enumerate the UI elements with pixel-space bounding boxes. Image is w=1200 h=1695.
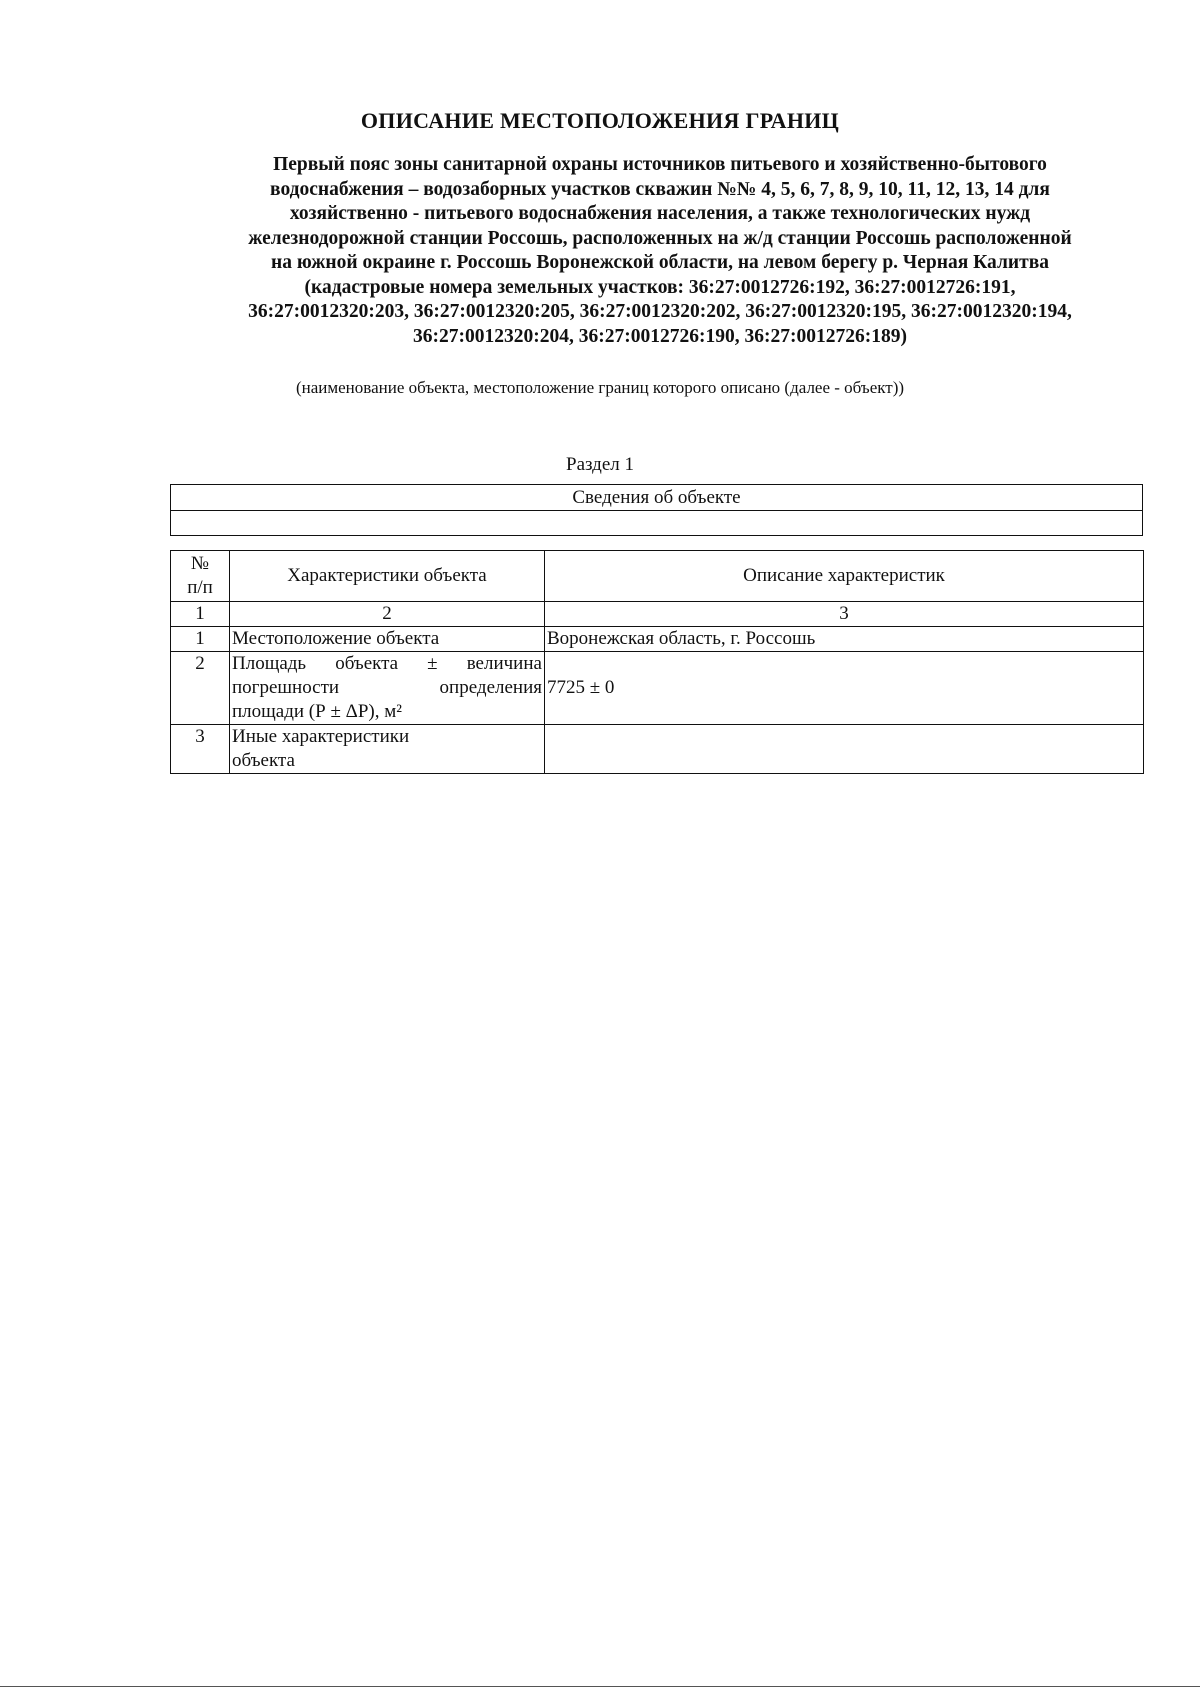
header-characteristic: Характеристики объекта <box>230 551 545 602</box>
section-label: Раздел 1 <box>566 454 634 475</box>
row-num: 1 <box>171 627 230 652</box>
subtitle-line: Первый пояс зоны санитарной охраны источников питьевого и хозяйственно-бытового <box>273 154 1047 175</box>
subtitle-line: водоснабжения – водозаборных участков скважин №№ 4, 5, 6, 7, 8, 9, 10, 11, 12, 13, 14 для <box>270 178 1050 200</box>
object-caption: (наименование объекта, местоположение границ которого описано (далее - объект)) <box>295 378 905 397</box>
document-subtitle <box>180 153 1140 349</box>
subtitle-line: железнодорожной станции Россошь, расположенных на ж/д станции Россошь расположенной <box>248 227 1072 249</box>
subtitle-line: 36:27:0012320:203, 36:27:0012320:205, 36:27:0012320:202, 36:27:0012320:195, 36:27:0012320:194, <box>248 301 1072 322</box>
row-num: 2 <box>171 652 230 725</box>
page-bottom-divider <box>0 1686 1200 1687</box>
table-header-row <box>171 551 1144 602</box>
subtitle-line: на южной окраине г. Россошь Воронежской области, на левом берегу р. Черная Калитва <box>270 252 1049 273</box>
header-num: № п/п <box>171 551 230 602</box>
object-info-box <box>170 484 1143 536</box>
row-description: 7725 ± 0 <box>545 652 1144 725</box>
table-row <box>171 652 1144 725</box>
column-number: 2 <box>230 602 545 627</box>
row-description <box>545 725 1144 774</box>
subtitle-line: хозяйственно - питьевого водоснабжения населения, а также технологических нужд <box>289 203 1031 224</box>
row-characteristic: Местоположение объекта <box>230 627 545 652</box>
table-row <box>171 627 1144 652</box>
table-row <box>171 725 1144 774</box>
subtitle-line: 36:27:0012320:204, 36:27:0012726:190, 36:27:0012726:189) <box>413 325 907 347</box>
column-number: 1 <box>171 602 230 627</box>
row-description: Воронежская область, г. Россошь <box>545 627 1144 652</box>
page-title: ОПИСАНИЕ МЕСТОПОЛОЖЕНИЯ ГРАНИЦ <box>360 108 840 133</box>
column-number: 3 <box>545 602 1144 627</box>
column-number-row <box>171 602 1144 627</box>
row-characteristic: Площадь объекта ± величина погрешности определения площади (Р ± ΔР), м² <box>230 652 545 725</box>
row-num: 3 <box>171 725 230 774</box>
object-info-header: Сведения об объекте <box>171 485 1142 511</box>
subtitle-line: (кадастровые номера земельных участков: 36:27:0012726:192, 36:27:0012726:191, <box>304 276 1016 298</box>
row-characteristic: Иные характеристики объекта <box>230 725 545 774</box>
characteristics-table <box>170 550 1144 774</box>
header-description: Описание характеристик <box>545 551 1144 602</box>
